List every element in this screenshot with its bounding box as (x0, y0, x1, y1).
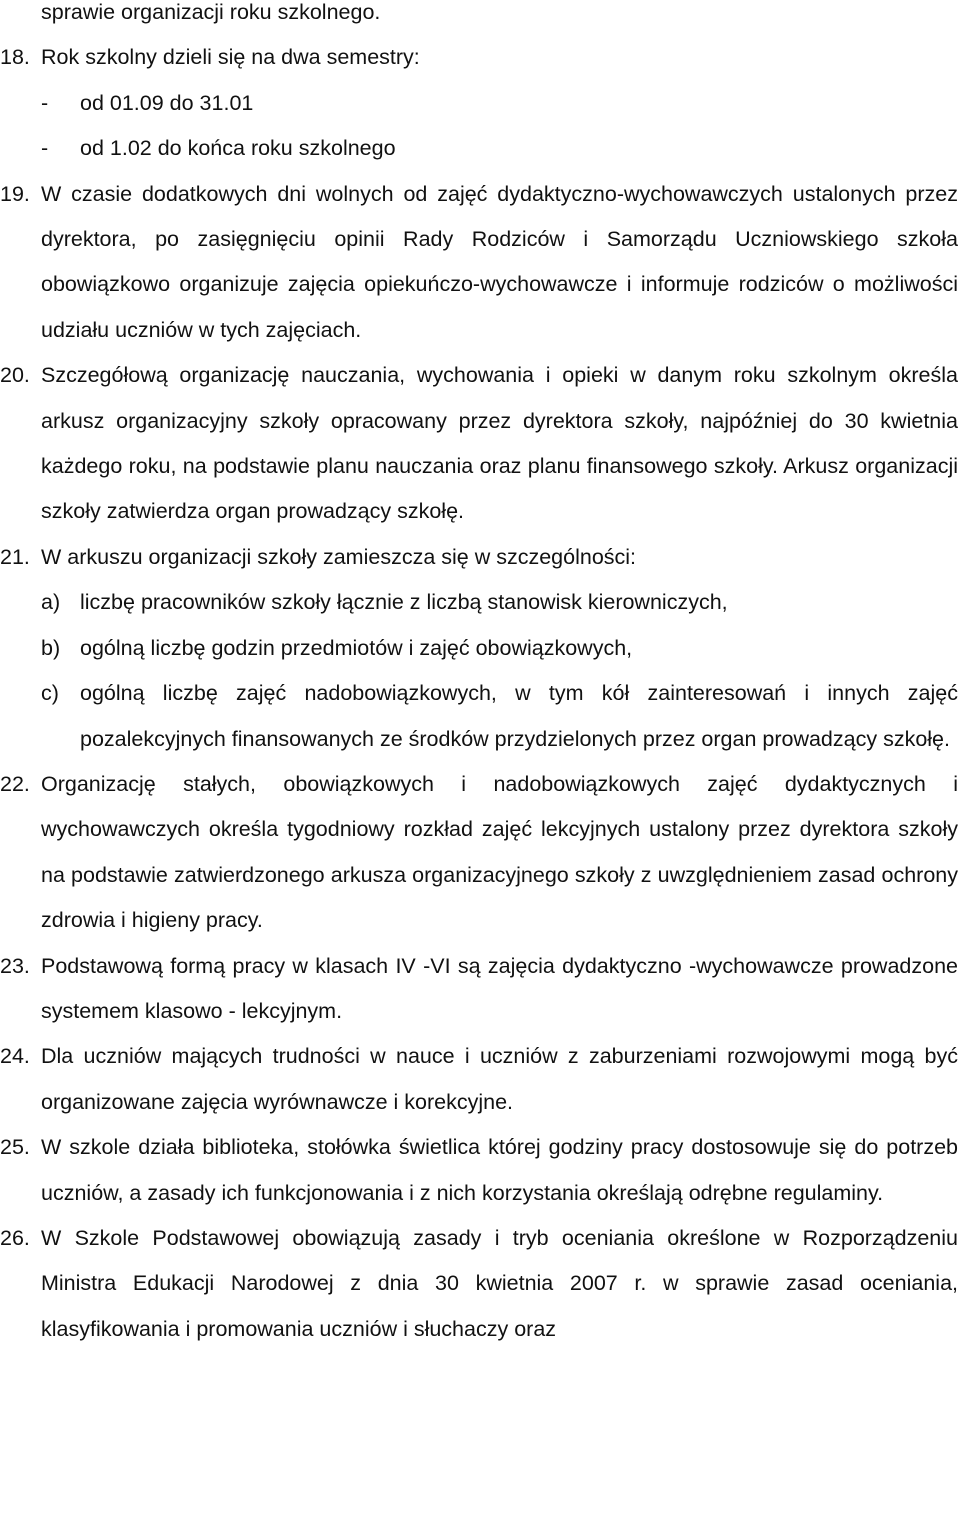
item-22 (0, 762, 960, 944)
dash-item (0, 126, 960, 171)
sub-item-label: c) (41, 681, 59, 706)
item-23 (0, 944, 960, 1035)
item-text: Rok szkolny dzieli się na dwa semestry: (41, 45, 420, 70)
sub-item-text: liczbę pracowników szkoły łącznie z liczbą stanowisk kierowniczych, (80, 590, 728, 615)
dash-marker: - (41, 136, 49, 161)
sub-item-text: ogólną liczbę godzin przedmiotów i zajęć obowiązkowych, (80, 635, 633, 660)
item-number: 21. (0, 544, 30, 569)
item-number: 22. (0, 771, 30, 796)
sub-item-a (0, 580, 960, 625)
item-number: 19. (0, 181, 30, 206)
item-18 (0, 35, 960, 80)
dash-item-text: od 1.02 do końca roku szkolnego (80, 136, 396, 161)
sub-item-label: a) (41, 590, 61, 615)
item-20 (0, 353, 960, 535)
item-text: W czasie dodatkowych dni wolnych od zajęć dydaktyczno-wychowawczych ustalonych przez dyrektora, po zasięgnięciu opinii Rady Rodziców i Samorządu Uczniowskiego szkoła obowiązkowo organizuje zajęcia opiekuńczo-wychowawcze i informuje rodziców o możliwości udziału uczniów w tych zajęciach. (41, 181, 958, 342)
item-25 (0, 1125, 960, 1216)
item-text: W Szkole Podstawowej obowiązują zasady i tryb oceniania określone w Rozporządzeniu Ministra Edukacji Narodowej z dnia 30 kwietnia 2007 r. w sprawie zasad oceniania, klasyfikowania i promowania uczniów i słuchaczy oraz (41, 1225, 958, 1341)
intro-line: sprawie organizacji roku szkolnego. (41, 0, 381, 24)
item-24 (0, 1034, 960, 1125)
sub-item-b (0, 626, 960, 671)
item-text: Podstawową formą pracy w klasach IV -VI są zajęcia dydaktyczno -wychowawcze prowadzone systemem klasowo - lekcyjnym. (41, 953, 958, 1023)
item-number: 20. (0, 363, 30, 388)
item-text: Organizację stałych, obowiązkowych i nadobowiązkowych zajęć dydaktycznych i wychowawczych określa tygodniowy rozkład zajęć lekcyjnych ustalony przez dyrektora szkoły na podstawie zatwierdzonego arkusza organizacyjnego szkoły z uwzględnieniem zasad ochrony zdrowia i higieny pracy. (41, 771, 958, 933)
item-number: 24. (0, 1044, 30, 1069)
item-19 (0, 172, 960, 354)
sub-item-label: b) (41, 635, 61, 660)
item-text: W arkuszu organizacji szkoły zamieszcza się w szczególności: (41, 544, 637, 569)
item-text: Dla uczniów mających trudności w nauce i uczniów z zaburzeniami rozwojowymi mogą być organizowane zajęcia wyrównawcze i korekcyjne. (41, 1044, 958, 1114)
dash-marker: - (41, 90, 49, 115)
item-number: 26. (0, 1225, 30, 1250)
item-number: 25. (0, 1135, 30, 1160)
item-number: 18. (0, 45, 30, 70)
item-26 (0, 1216, 960, 1352)
sub-item-text: ogólną liczbę zajęć nadobowiązkowych, w tym kół zainteresowań i innych zajęć pozalekcyjnych finansowanych ze środków przydzielonych przez organ prowadzący szkołę. (80, 681, 958, 751)
item-21 (0, 535, 960, 580)
item-number: 23. (0, 953, 30, 978)
dash-item (0, 81, 960, 126)
item-text: W szkole działa biblioteka, stołówka świetlica której godziny pracy dostosowuje się do potrzeb uczniów, a zasady ich funkcjonowania i z nich korzystania określają odrębne regulaminy. (41, 1135, 958, 1205)
dash-item-text: od 01.09 do 31.01 (80, 90, 254, 115)
item-text: Szczegółową organizację nauczania, wychowania i opieki w danym roku szkolnym określa arkusz organizacyjny szkoły opracowany przez dyrektora szkoły, najpóźniej do 30 kwietnia każdego roku, na podstawie planu nauczania oraz planu finansowego szkoły. Arkusz organizacji szkoły zatwierdza organ prowadzący szkołę. (41, 363, 958, 524)
sub-item-c (0, 671, 960, 762)
